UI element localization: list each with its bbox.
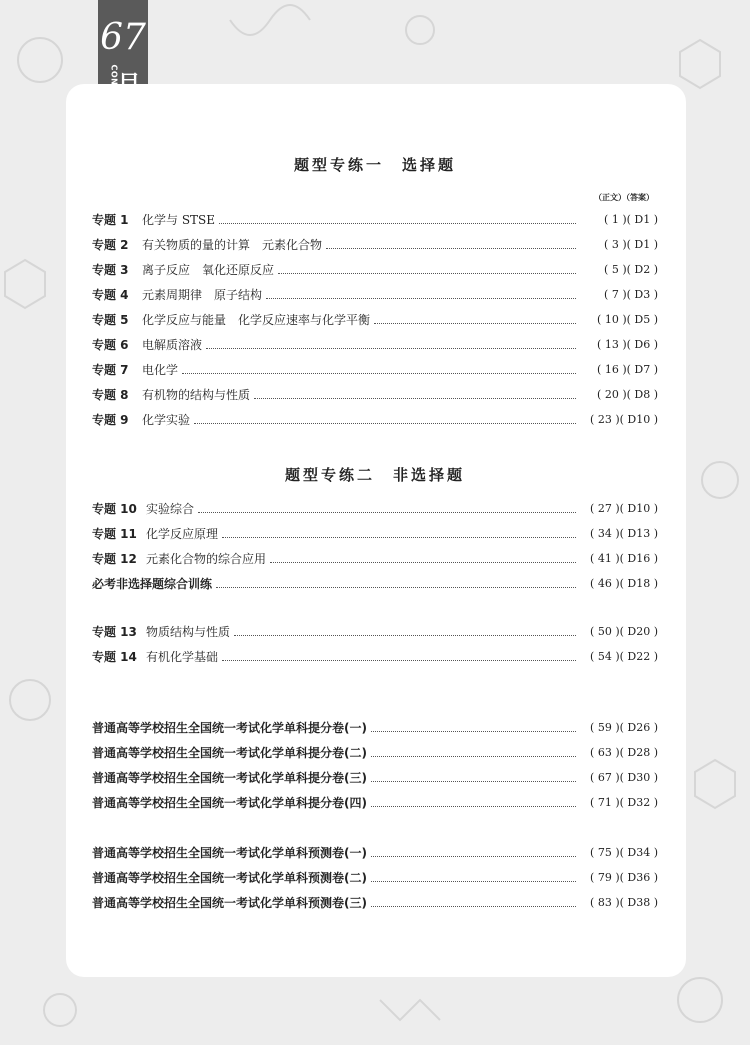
row-pages: ( 71 )( D32 ) [590,796,658,809]
leader-dots [371,906,576,907]
toc-row[interactable] [92,310,658,328]
row-label: 专题 6 [92,338,129,352]
toc-row[interactable] [92,843,658,861]
row-pages: ( 1 )( D1 ) [604,213,658,226]
toc-row[interactable] [92,743,658,761]
row-title: 电解质溶液 [142,338,203,352]
row-pages: ( 67 )( D30 ) [590,771,658,784]
row-title: 普通高等学校招生全国统一考试化学单科预测卷(一) [92,846,367,860]
row-pages: ( 46 )( D18 ) [590,577,658,590]
row-label: 专题 2 [92,238,129,252]
leader-dots [371,781,576,782]
row-title: 普通高等学校招生全国统一考试化学单科预测卷(三) [92,896,367,910]
row-label: 专题 12 [92,552,137,566]
leader-dots [198,512,576,513]
leader-dots [326,248,576,249]
row-title: 元素周期律 原子结构 [142,288,263,302]
row-title: 化学实验 [142,413,191,427]
leader-dots [371,881,576,882]
column-header: （正文）（答案） [594,193,654,202]
leader-dots [206,348,576,349]
leader-dots [234,635,576,636]
row-label: 专题 3 [92,263,129,277]
leader-dots [371,856,576,857]
row-pages: ( 75 )( D34 ) [590,846,658,859]
toc-row[interactable] [92,524,658,542]
row-pages: ( 41 )( D16 ) [590,552,658,565]
toc-row[interactable] [92,768,658,786]
toc-row[interactable] [92,360,658,378]
row-title: 化学反应与能量 化学反应速率与化学平衡 [142,313,371,327]
leader-dots [194,423,576,424]
row-pages: ( 54 )( D22 ) [590,650,658,663]
row-pages: ( 50 )( D20 ) [590,625,658,638]
leader-dots [182,373,576,374]
row-label: 专题 10 [92,502,137,516]
toc-row[interactable] [92,210,658,228]
toc-row[interactable] [92,335,658,353]
toc-row[interactable] [92,410,658,428]
row-title: 化学反应原理 [146,527,219,541]
row-title: 有关物质的量的计算 元素化合物 [142,238,323,252]
row-pages: ( 5 )( D2 ) [604,263,658,276]
leader-dots [254,398,576,399]
toc-row[interactable] [92,385,658,403]
row-label: 专题 8 [92,388,129,402]
leader-dots [371,806,576,807]
row-title: 普通高等学校招生全国统一考试化学单科提分卷(一) [92,721,367,735]
row-title: 电化学 [142,363,179,377]
row-title: 必考非选择题综合训练 [92,577,213,591]
leader-dots [278,273,576,274]
row-title: 普通高等学校招生全国统一考试化学单科预测卷(二) [92,871,367,885]
row-title: 普通高等学校招生全国统一考试化学单科提分卷(四) [92,796,367,810]
leader-dots [270,562,576,563]
toc-row[interactable] [92,235,658,253]
leader-dots [222,537,576,538]
leader-dots [222,660,576,661]
leader-dots [216,587,576,588]
section-title-1: 题型专练一 选择题 [293,156,456,174]
tab-number: 67 [100,17,146,58]
row-label: 专题 1 [92,213,129,227]
row-pages: ( 79 )( D36 ) [590,871,658,884]
row-pages: ( 13 )( D6 ) [597,338,658,351]
row-label: 专题 7 [92,363,129,377]
toc-row[interactable] [92,260,658,278]
row-title: 化学与 STSE [142,213,216,227]
row-title: 实验综合 [146,502,195,516]
row-pages: ( 10 )( D5 ) [597,313,658,326]
toc-row[interactable] [92,647,658,665]
row-label: 专题 14 [92,650,137,664]
toc-row[interactable] [92,574,658,592]
row-title: 普通高等学校招生全国统一考试化学单科提分卷(二) [92,746,367,760]
row-pages: ( 3 )( D1 ) [604,238,658,251]
row-pages: ( 23 )( D10 ) [590,413,658,426]
row-pages: ( 59 )( D26 ) [590,721,658,734]
row-title: 普通高等学校招生全国统一考试化学单科提分卷(三) [92,771,367,785]
row-pages: ( 7 )( D3 ) [604,288,658,301]
leader-dots [371,756,576,757]
row-title: 有机物的结构与性质 [142,388,251,402]
toc-row[interactable] [92,499,658,517]
leader-dots [374,323,576,324]
row-title: 有机化学基础 [146,650,219,664]
leader-dots [219,223,576,224]
row-pages: ( 34 )( D13 ) [590,527,658,540]
row-label: 专题 5 [92,313,129,327]
toc-row[interactable] [92,868,658,886]
row-title: 元素化合物的综合应用 [146,552,267,566]
toc-row[interactable] [92,718,658,736]
row-pages: ( 20 )( D8 ) [597,388,658,401]
row-label: 专题 11 [92,527,137,541]
section-title-2: 题型专练二 非选择题 [284,466,465,484]
toc-row[interactable] [92,285,658,303]
row-title: 离子反应 氧化还原反应 [142,263,275,277]
row-label: 专题 13 [92,625,137,639]
row-pages: ( 16 )( D7 ) [597,363,658,376]
row-label: 专题 4 [92,288,129,302]
row-title: 物质结构与性质 [146,625,231,639]
leader-dots [371,731,576,732]
toc-row[interactable] [92,549,658,567]
toc-row[interactable] [92,893,658,911]
row-pages: ( 63 )( D28 ) [590,746,658,759]
row-pages: ( 83 )( D38 ) [590,896,658,909]
row-label: 专题 9 [92,413,129,427]
toc-row[interactable] [92,793,658,811]
row-pages: ( 27 )( D10 ) [590,502,658,515]
toc-row[interactable] [92,622,658,640]
leader-dots [266,298,576,299]
